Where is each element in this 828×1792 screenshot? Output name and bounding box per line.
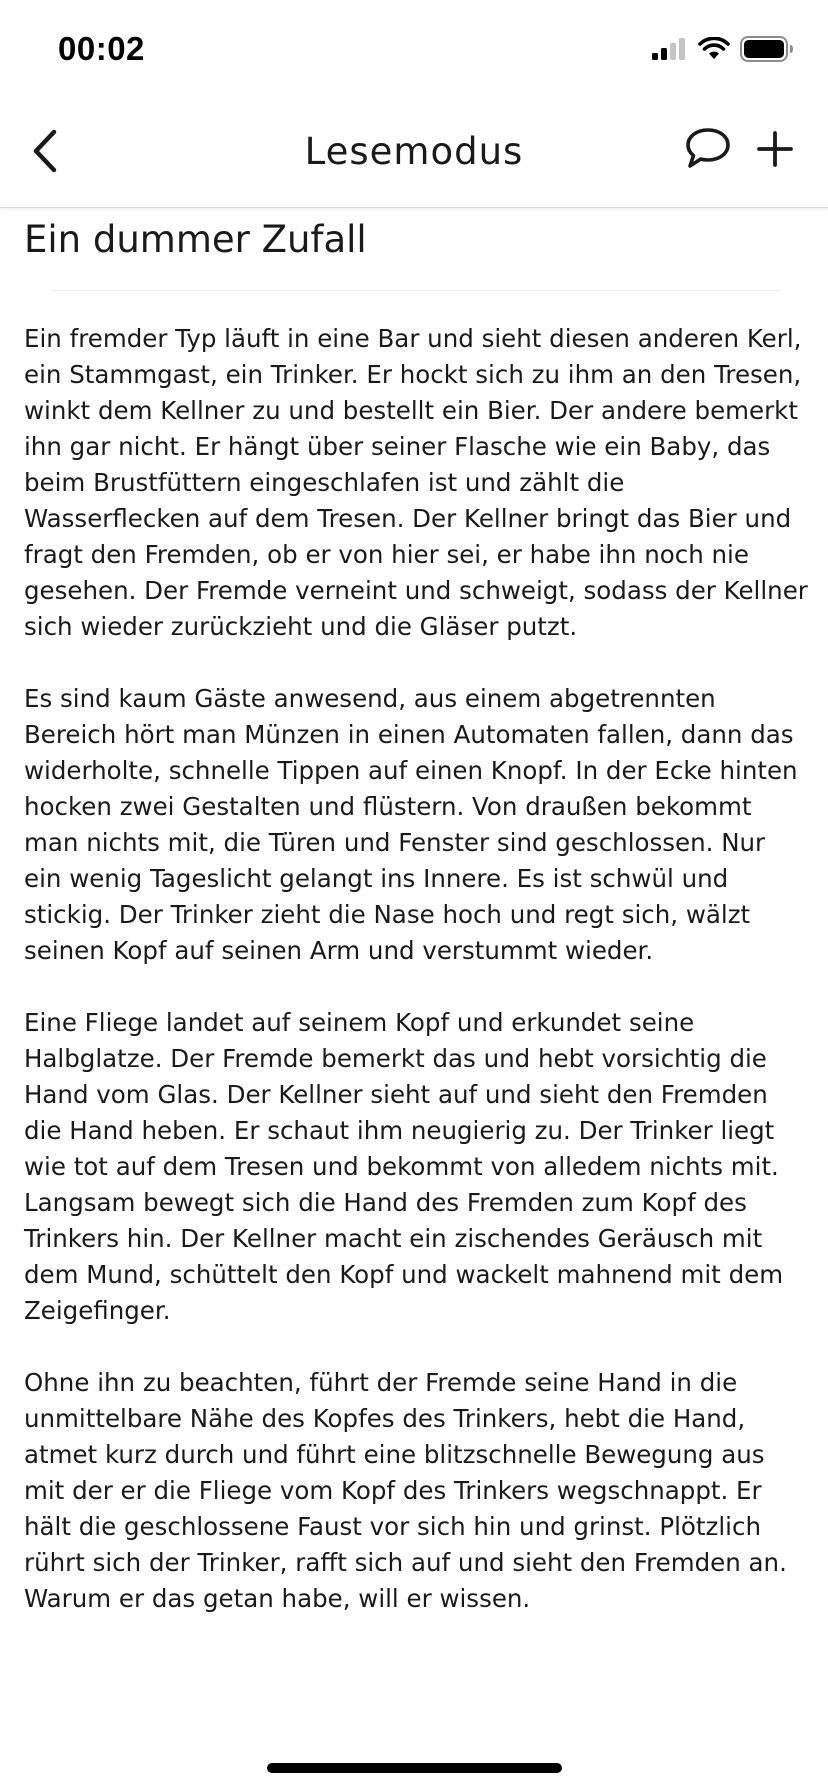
speech-bubble-icon: [684, 126, 732, 170]
status-icons: [652, 36, 794, 62]
story-paragraph: Ein fremder Typ läuft in eine Bar und sieht diesen anderen Kerl, ein Stammgast, ein Trinker. Er hockt sich zu ihm an den Tresen, winkt dem Kellner zu und bestellt ein Bier. Der andere bemerkt ihn gar nicht. Er hängt über seiner Flasche wie ein Baby, das beim Brustfüttern eingeschlafen ist und zählt die Wasserflecken auf dem Tresen. Der Kellner bringt das Bier und fragt den Fremden, ob er von hier sei, er habe ihn noch nie gesehen. Der Fremde verneint und schweigt, sodass der Kellner sich wieder zurückzieht und die Gläser putzt.: [24, 324, 808, 641]
home-indicator[interactable]: [267, 1763, 562, 1773]
story-paragraph: Eine Fliege landet auf seinem Kopf und erkundet seine Halbglatze. Der Fremde bemerkt das und hebt vorsichtig die Hand vom Glas. Der Kellner sieht auf und sieht den Fremden die Hand heben. Er schaut ihm neugierig zu. Der Trinker liegt wie tot auf dem Tresen und bekommt von alledem nichts mit. Langsam bewegt sich die Hand des Fremden zum Kopf des Trinkers hin. Der Kellner macht ein zischendes Geräusch mit dem Mund, schüttelt den Kopf und wackelt mahnend mit dem Zeigefinger.: [24, 1008, 784, 1325]
story-text: [24, 321, 808, 1617]
status-bar: [0, 0, 828, 100]
status-time: 00:02: [58, 30, 145, 67]
comment-button[interactable]: [684, 126, 732, 170]
story-title: Ein dummer Zufall: [24, 218, 367, 261]
plus-icon: [756, 130, 794, 168]
cellular-signal-icon: [652, 38, 688, 60]
battery-icon: [740, 36, 794, 62]
wifi-icon: [698, 37, 730, 61]
story-paragraph: Es sind kaum Gäste anwesend, aus einem abgetrennten Bereich hört man Münzen in einen Automaten fallen, dann das widerholte, schnelle Tippen auf einen Knopf. In der Ecke hinten hocken zwei Gestalten und flüstern. Von draußen bekommt man nichts mit, die Türen und Fenster sind geschlossen. Nur ein wenig Tageslicht gelangt ins Innere. Es ist schwül und stickig. Der Trinker zieht die Nase hoch und regt sich, wälzt seinen Kopf auf seinen Arm und verstummt wieder.: [24, 684, 798, 965]
story-paragraph: Ohne ihn zu beachten, führt der Fremde seine Hand in die unmittelbare Nähe des Kopfes des Trinkers, hebt die Hand, atmet kurz durch und führt eine blitzschnelle Bewegung aus mit der er die Fliege vom Kopf des Trinkers wegschnappt. Er hält die geschlossene Faust vor sich hin und grinst. Plötzlich rührt sich der Trinker, rafft sich auf und sieht den Fremden an. Warum er das getan habe, will er wissen.: [24, 1368, 787, 1613]
page-title: Lesemodus: [304, 130, 524, 173]
title-divider: [52, 290, 780, 291]
reading-content: [24, 212, 808, 1653]
nav-bar: [0, 100, 828, 208]
add-button[interactable]: [756, 130, 794, 168]
